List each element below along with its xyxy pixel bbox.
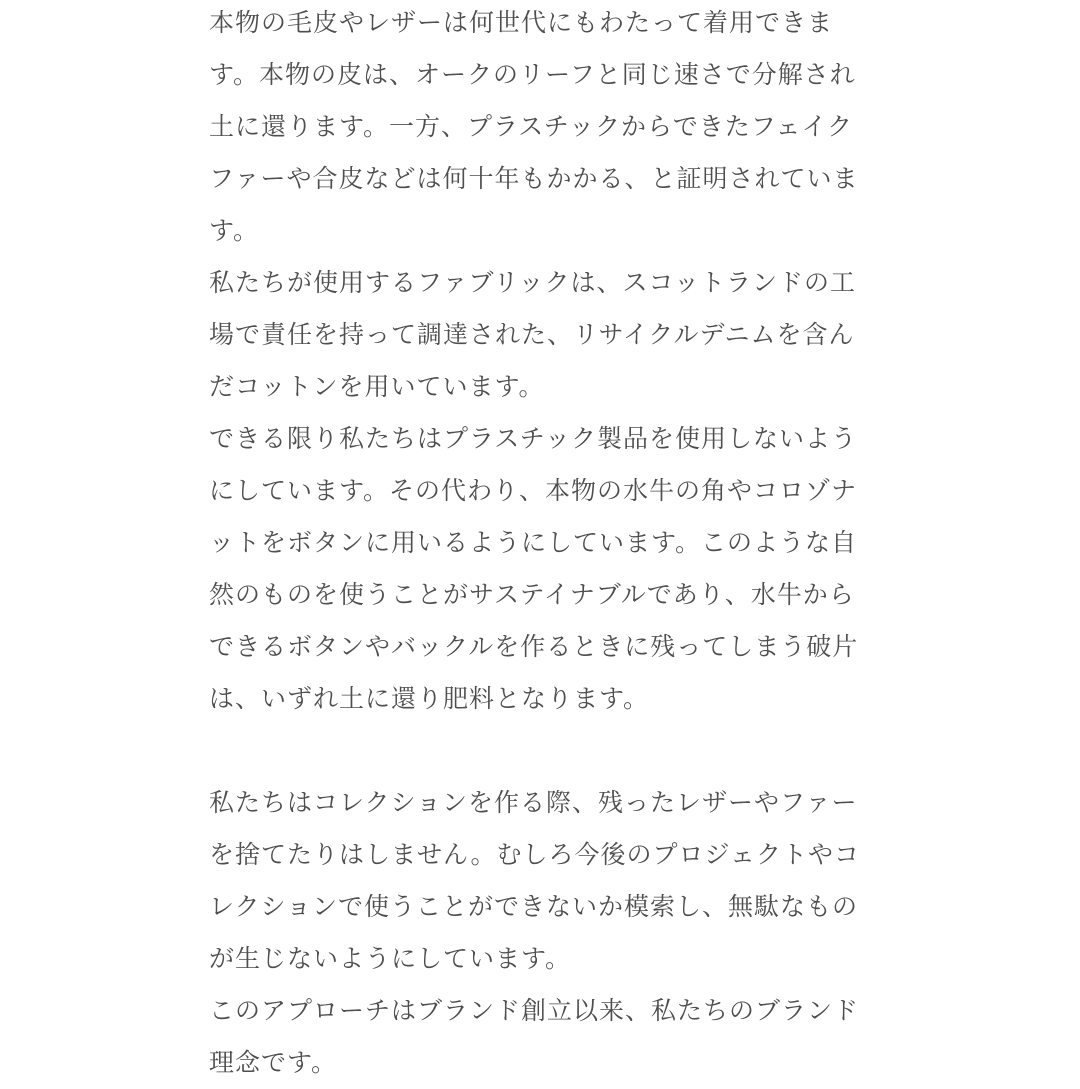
paragraph-real-fur-leather <box>209 0 869 257</box>
text-line: 理念です。 <box>209 1048 338 1077</box>
paragraph-leftover-materials <box>209 777 869 985</box>
text-line: す。本物の皮は、オークのリーフと同じ速さで分解され <box>209 60 856 89</box>
text-line: 私たちはコレクションを作る際、残ったレザーやファー <box>209 788 858 817</box>
paragraph-fabric <box>209 257 869 413</box>
text-line: す。 <box>209 216 260 245</box>
text-line: 場で責任を持って調達された、リサイクルデニムを含ん <box>209 320 855 349</box>
paragraph-brand-philosophy <box>209 985 869 1089</box>
text-line: 本物の毛皮やレザーは何世代にもわたって着用できま <box>209 8 834 37</box>
text-line: できるボタンやバックルを作るときに残ってしまう破片 <box>209 632 859 661</box>
text-line: 私たちが使用するファブリックは、スコットランドの工 <box>209 268 857 297</box>
text-line: レクションで使うことができないか模索し、無駄なもの <box>209 892 859 921</box>
text-line: が生じないようにしています。 <box>209 944 572 973</box>
text-line: を捨てたりはしません。むしろ今後のプロジェクトやコ <box>209 840 861 869</box>
text-line: ットをボタンに用いるようにしています。このような自 <box>209 528 858 557</box>
paragraph-buttons <box>209 413 869 725</box>
text-line: このアプローチはブランド創立以来、私たちのブランド <box>209 996 860 1025</box>
text-line: 土に還ります。一方、プラスチックからできたフェイク <box>209 112 854 141</box>
paragraph-spacer <box>209 725 869 777</box>
text-line: できる限り私たちはプラスチック製品を使用しないよう <box>209 424 858 453</box>
text-line: 然のものを使うことがサステイナブルであり、水牛から <box>209 580 855 609</box>
text-line: ファーや合皮などは何十年もかかる、と証明されていま <box>209 164 859 193</box>
text-line: にしています。その代わり、本物の水牛の角やコロゾナ <box>209 476 858 505</box>
text-line: は、いずれ土に還り肥料となります。 <box>209 684 650 713</box>
article-body <box>209 0 869 1089</box>
text-line: だコットンを用いています。 <box>209 372 545 401</box>
